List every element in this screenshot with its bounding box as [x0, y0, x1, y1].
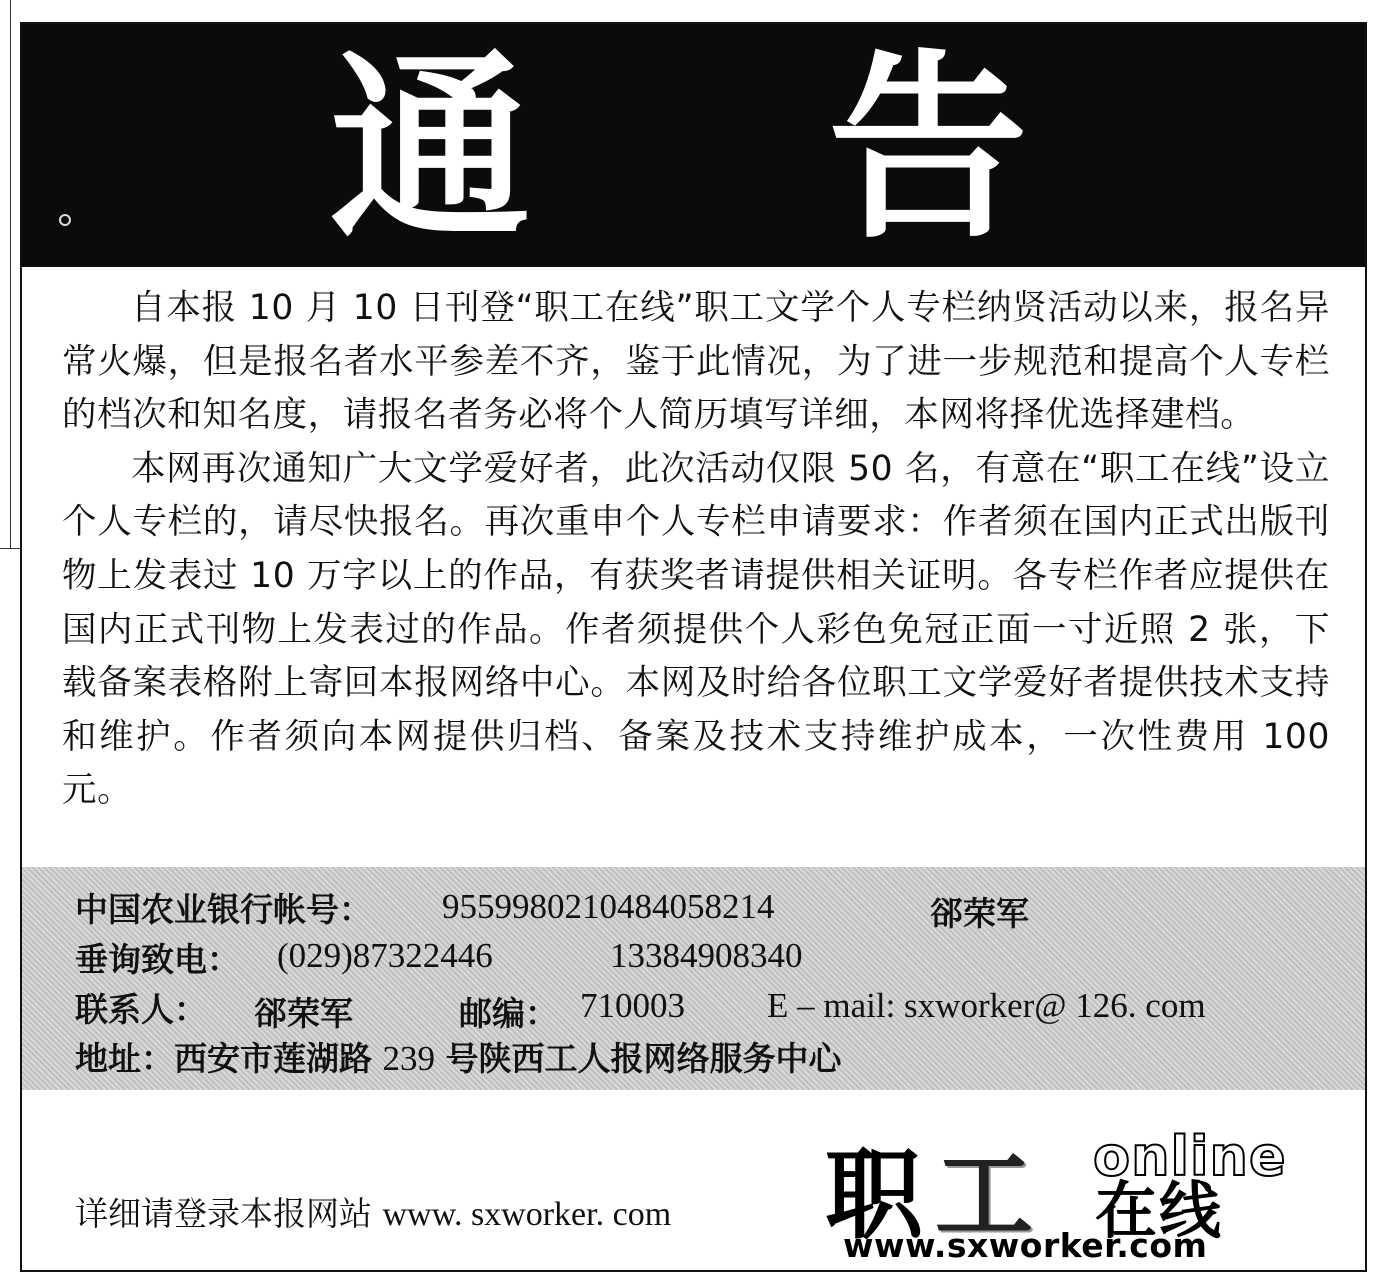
zip-code: 710003 [580, 986, 685, 1025]
bank-label: 中国农业银行帐号： [75, 890, 372, 929]
person-line [75, 990, 207, 1030]
phone-number-2: 13384908340 [610, 936, 803, 975]
footer-text: 详细请登录本报网站 [75, 1194, 372, 1233]
headline-char-2: 告 [828, 33, 1029, 266]
phone-label: 垂询致电： [75, 940, 240, 979]
crop-mark-horizontal [0, 548, 20, 549]
phone-line [75, 940, 240, 980]
notice-frame [20, 22, 1367, 1272]
print-speck [59, 214, 71, 226]
address-building: 号陕西工人报网络服务中心 [445, 1039, 842, 1078]
bank-account: 9559980210484058214 [442, 887, 775, 926]
phone-number-1: (029)87322446 [277, 936, 493, 975]
address-number: 239 [382, 1039, 435, 1078]
email-address: E – mail: sxworker@ 126. com [767, 986, 1206, 1025]
logo-zaixian-text: 在线 [1095, 1174, 1224, 1247]
logo-online-text: online [1093, 1125, 1287, 1188]
headline-char-1: 通 [330, 33, 531, 266]
paragraph-2: 本网再次通知广大文学爱好者，此次活动仅限 50 名，有意在“职工在线”设立个人专栏的，请尽快报名。再次重申个人专栏申请要求：作者须在国内正式出版刊物上发表过 10 万字以上的作品，有获奖者请提供相关证明。各专栏作者应提供在国内正式刊物上发表过的作品。作者须提供个人彩色免冠正面一寸近照 2 张，下载备案表格附上寄回本报网络中心。本网及时给各位职工文学爱好者提供技术支持和维护。作者须向本网提供归档、备案及技术支持维护成本，一次性费用 100 元。 [62, 448, 1330, 811]
logo-url: www.sxworker.com [843, 1226, 1208, 1265]
headline-banner [22, 24, 1365, 267]
bank-line [75, 890, 372, 930]
address-street: 西安市莲湖路 [174, 1039, 372, 1078]
address-label: 地址： [75, 1039, 174, 1078]
logo-char-1: 职 [825, 1139, 924, 1253]
person-name: 郤荣军 [254, 994, 353, 1033]
footer-note [75, 1188, 671, 1235]
notice-body [62, 282, 1330, 818]
crop-mark-vertical [10, 0, 11, 548]
paragraph-1: 自本报 10 月 10 日刊登“职工在线”职工文学个人专栏纳贤活动以来，报名异常火爆，但是报名者水平参差不齐，鉴于此情况，为了进一步规范和提高个人专栏的档次和知名度，请报名者务必将个人简历填写详细，本网将择优选择建档。 [62, 288, 1330, 436]
zip-label: 邮编： [459, 994, 558, 1033]
address-line [75, 1039, 842, 1079]
footer-url[interactable]: www. sxworker. com [382, 1196, 672, 1233]
logo-char-2: 工 [935, 1139, 1034, 1253]
person-label: 联系人： [75, 990, 207, 1029]
bank-account-name: 郤荣军 [930, 894, 1029, 933]
site-logo [825, 1125, 1335, 1265]
